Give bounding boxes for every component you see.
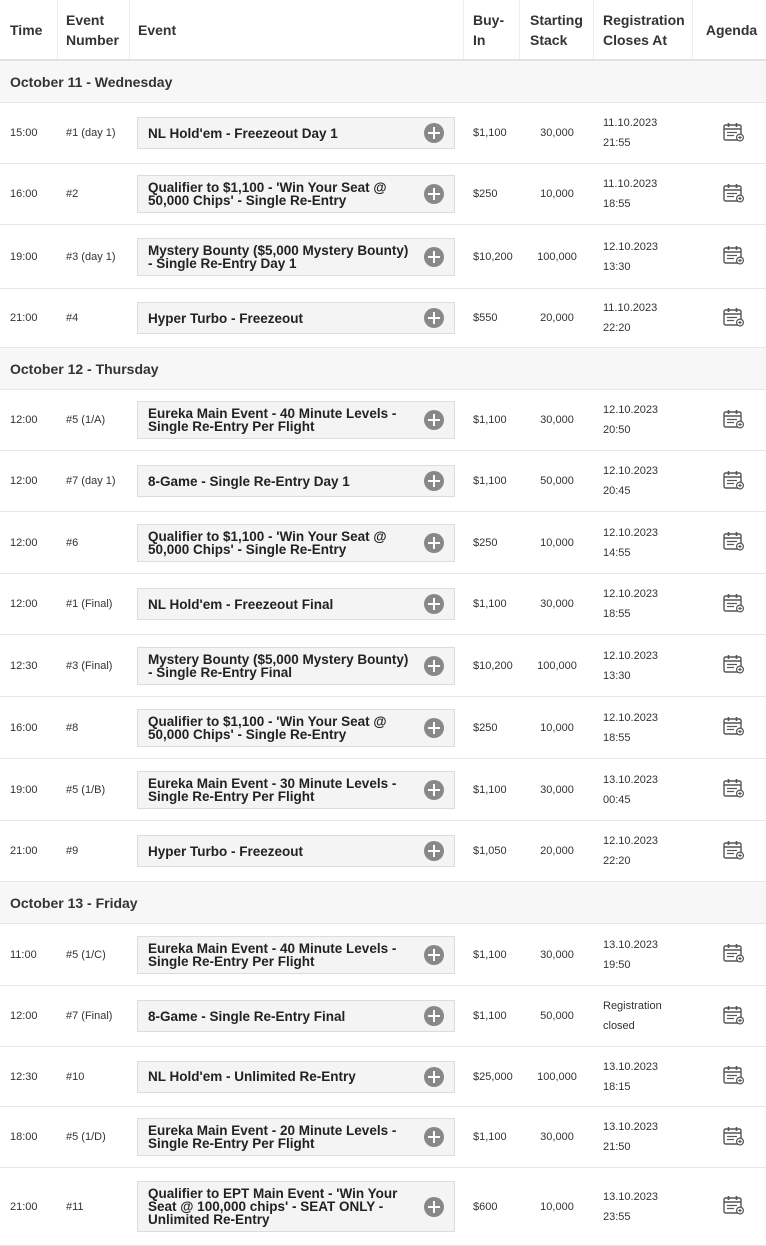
event-cell [130,1118,464,1156]
event-title: Qualifier to $1,100 - 'Win Your Seat @ 50,000 Chips' - Single Re-Entry [148,528,387,557]
event-cell [130,835,464,867]
agenda-cell [693,1126,766,1149]
event-number: #7 (Final) [66,1010,113,1022]
buy-in: $25,000 [473,1070,513,1083]
registration-closes [594,113,693,153]
table-row [0,924,766,986]
calendar-add-icon[interactable] [723,593,745,616]
event-cell [130,588,464,620]
event-time: 19:00 [10,250,38,263]
event-title: Eureka Main Event - 30 Minute Levels - Single Re-Entry Per Flight [148,775,397,804]
event-expand-box[interactable] [137,465,455,497]
registration-time: 22:20 [603,855,631,867]
header-event-number: Event Number [58,0,130,59]
event-time: 16:00 [10,188,38,200]
buy-in: $10,200 [473,659,513,672]
table-row [0,103,766,164]
registration-time: 20:45 [603,485,631,497]
event-title: Mystery Bounty ($5,000 Mystery Bounty) - Single Re-Entry Day 1 [148,242,409,271]
registration-time: 18:55 [603,608,631,620]
agenda-cell [693,183,766,206]
event-number: #5 (1/D) [66,1131,106,1143]
registration-closes [594,1117,693,1157]
event-expand-box[interactable] [137,175,455,213]
agenda-cell [693,593,766,616]
starting-stack: 30,000 [540,783,574,796]
calendar-add-icon[interactable] [723,122,745,145]
registration-time: 00:45 [603,793,631,806]
agenda-cell [693,307,766,330]
event-time: 12:00 [10,475,38,487]
event-number: #5 (1/C) [66,948,106,961]
table-row [0,164,766,225]
starting-stack: 10,000 [540,536,574,549]
event-expand-box[interactable] [137,302,455,334]
registration-time: 20:50 [603,424,631,436]
header-agenda: Agenda [705,22,758,38]
registration-date: 13.10.2023 [603,773,659,786]
agenda-cell [693,1195,766,1218]
event-number: #11 [66,1200,84,1213]
event-time: 12:00 [10,414,38,426]
buy-in: $1,100 [473,598,507,610]
event-expand-box[interactable] [137,401,455,439]
starting-stack: 10,000 [540,188,574,200]
registration-closes [594,237,693,277]
event-expand-box[interactable] [137,117,455,149]
table-row [0,451,766,512]
event-number: #10 [66,1070,85,1083]
table-row [0,574,766,635]
event-expand-box[interactable] [137,1181,455,1232]
registration-closes [594,461,693,501]
starting-stack: 20,000 [540,312,574,324]
agenda-cell [693,1005,766,1028]
registration-closes [594,584,693,624]
table-row [0,1168,766,1246]
agenda-cell [693,654,766,677]
registration-time: 21:50 [603,1141,631,1153]
registration-date: 12.10.2023 [603,404,659,416]
agenda-cell [693,840,766,863]
registration-time: 18:55 [603,731,631,744]
event-title: Eureka Main Event - 20 Minute Levels - Single Re-Entry Per Flight [148,1123,397,1151]
plus-circle-icon[interactable] [424,1127,444,1147]
agenda-cell [693,1065,766,1088]
event-expand-box[interactable] [137,835,455,867]
event-cell [130,401,464,439]
event-number: #7 (day 1) [66,475,116,487]
event-number: #4 [66,312,79,324]
event-time: 12:00 [10,1010,38,1022]
buy-in: $1,100 [473,475,507,487]
buy-in: $1,100 [473,1010,507,1022]
event-number: #1 (day 1) [66,127,116,139]
plus-circle-icon[interactable] [424,841,444,861]
registration-time: 21:55 [603,137,631,149]
registration-date: 12.10.2023 [603,240,659,253]
registration-closes [594,831,693,871]
plus-circle-icon[interactable] [424,780,444,800]
starting-stack: 20,000 [540,845,574,857]
starting-stack: 100,000 [537,250,577,263]
buy-in: $1,100 [473,1131,507,1143]
buy-in: $1,050 [473,845,507,857]
starting-stack: 10,000 [540,721,574,734]
day-header: October 11 - Wednesday [0,61,766,103]
registration-time: closed [603,1020,635,1032]
plus-circle-icon[interactable] [424,308,444,328]
plus-circle-icon[interactable] [424,594,444,614]
event-expand-box[interactable] [137,709,455,747]
registration-time: 13:30 [603,669,631,682]
event-cell [130,465,464,497]
registration-closes [594,298,693,338]
starting-stack: 30,000 [540,127,574,139]
event-expand-box[interactable] [137,936,455,974]
registration-date: 12.10.2023 [603,465,659,477]
registration-date: 12.10.2023 [603,711,659,724]
registration-date: 13.10.2023 [603,1190,659,1203]
registration-time: 22:20 [603,322,631,334]
event-cell [130,302,464,334]
starting-stack: 10,000 [540,1200,574,1213]
event-title: Hyper Turbo - Freezeout [148,843,304,859]
event-cell [130,238,464,276]
event-time: 16:00 [10,721,38,734]
event-number: #8 [66,721,79,734]
event-time: 12:30 [10,659,38,672]
registration-date: 12.10.2023 [603,649,659,662]
event-expand-box[interactable] [137,524,455,562]
event-number: #9 [66,845,79,857]
plus-circle-icon[interactable] [424,1067,444,1087]
registration-time: 19:50 [603,958,631,971]
agenda-cell [693,716,766,739]
event-expand-box[interactable] [137,1000,455,1032]
event-title: Eureka Main Event - 40 Minute Levels - Single Re-Entry Per Flight [148,406,397,434]
starting-stack: 100,000 [537,1070,577,1083]
event-number: #5 (1/B) [66,783,106,796]
event-cell [130,175,464,213]
plus-circle-icon[interactable] [424,656,444,676]
event-time: 12:30 [10,1070,38,1083]
table-row [0,821,766,882]
header-buy-in: Buy-In [464,0,520,59]
event-time: 11:00 [10,948,37,961]
registration-closes [594,400,693,440]
agenda-cell [693,409,766,432]
event-expand-box[interactable] [137,238,455,276]
event-cell [130,1000,464,1032]
header-time: Time [0,0,58,59]
event-title: 8-Game - Single Re-Entry Day 1 [148,473,350,489]
plus-circle-icon[interactable] [424,471,444,491]
agenda-cell [693,245,766,268]
registration-closes [594,935,693,975]
buy-in: $1,100 [473,948,507,961]
buy-in: $250 [473,721,498,734]
event-time: 15:00 [10,127,38,139]
event-title: NL Hold'em - Freezeout Day 1 [148,125,338,141]
event-time: 21:00 [10,845,38,857]
event-time: 19:00 [10,783,38,796]
plus-circle-icon[interactable] [424,410,444,430]
event-expand-box[interactable] [137,588,455,620]
event-cell [130,771,464,809]
registration-closes [594,1057,693,1097]
header-registration-closes: Registration Closes At [594,0,693,59]
agenda-cell [693,531,766,554]
plus-circle-icon[interactable] [424,123,444,143]
registration-date: 13.10.2023 [603,938,659,951]
calendar-add-icon[interactable] [723,531,745,554]
plus-circle-icon[interactable] [424,718,444,738]
calendar-add-icon[interactable] [723,1065,745,1088]
registration-closes [594,1187,693,1227]
calendar-add-icon[interactable] [723,716,745,739]
calendar-add-icon[interactable] [723,183,745,206]
event-cell [130,936,464,974]
table-row [0,225,766,289]
event-number: #6 [66,536,79,549]
buy-in: $550 [473,312,498,324]
registration-date: 13.10.2023 [603,1060,659,1073]
table-row [0,697,766,759]
calendar-add-icon[interactable] [723,245,745,268]
registration-date: 13.10.2023 [603,1121,659,1133]
buy-in: $1,100 [473,127,507,139]
event-number: #3 (Final) [66,659,113,672]
table-row [0,759,766,821]
calendar-add-icon[interactable] [723,778,745,801]
event-time: 21:00 [10,1200,38,1213]
buy-in: $1,100 [473,414,507,426]
registration-time: 23:55 [603,1210,631,1223]
buy-in: $250 [473,536,498,549]
event-expand-box[interactable] [137,1061,455,1093]
event-cell [130,524,464,562]
event-time: 12:00 [10,598,38,610]
header-starting-stack: Starting Stack [520,0,594,59]
event-cell [130,709,464,747]
agenda-cell [693,778,766,801]
event-expand-box[interactable] [137,771,455,809]
registration-date: 12.10.2023 [603,526,659,539]
event-number: #1 (Final) [66,598,113,610]
table-row [0,1107,766,1168]
agenda-cell [693,122,766,145]
event-expand-box[interactable] [137,1118,455,1156]
event-title: Qualifier to $1,100 - 'Win Your Seat @ 50,000 Chips' - Single Re-Entry [148,713,387,742]
agenda-cell [693,470,766,493]
agenda-cell [693,943,766,966]
calendar-add-icon[interactable] [723,1005,745,1028]
event-expand-box[interactable] [137,647,455,685]
event-time: 21:00 [10,312,38,324]
calendar-add-icon[interactable] [723,470,745,493]
registration-date: 11.10.2023 [603,178,658,190]
registration-closes [594,996,693,1036]
plus-circle-icon[interactable] [424,533,444,553]
calendar-add-icon[interactable] [723,943,745,966]
buy-in: $250 [473,188,498,200]
event-title: NL Hold'em - Freezeout Final [148,596,334,612]
event-title: 8-Game - Single Re-Entry Final [148,1008,346,1024]
day-header: October 13 - Friday [0,882,766,924]
table-row [0,635,766,697]
plus-circle-icon[interactable] [424,1197,444,1217]
plus-circle-icon[interactable] [424,1006,444,1026]
calendar-add-icon[interactable] [723,654,745,677]
table-row [0,512,766,574]
registration-closes [594,646,693,686]
starting-stack: 100,000 [537,659,577,672]
event-title: Eureka Main Event - 40 Minute Levels - Single Re-Entry Per Flight [148,940,397,969]
event-number: #5 (1/A) [66,414,106,426]
event-number: #3 (day 1) [66,250,116,263]
event-cell [130,647,464,685]
starting-stack: 30,000 [540,414,574,426]
table-row [0,289,766,348]
registration-time: 14:55 [603,546,631,559]
registration-date: Registration [603,1000,662,1012]
starting-stack: 30,000 [540,1131,574,1143]
calendar-add-icon[interactable] [723,840,745,863]
table-row [0,390,766,451]
buy-in: $1,100 [473,783,507,796]
starting-stack: 30,000 [540,948,574,961]
event-cell [130,117,464,149]
plus-circle-icon[interactable] [424,184,444,204]
table-row [0,986,766,1047]
table-body [0,61,766,1246]
registration-time: 18:55 [603,198,631,210]
day-header: October 12 - Thursday [0,348,766,390]
registration-closes [594,523,693,563]
event-time: 18:00 [10,1131,38,1143]
starting-stack: 50,000 [540,1010,574,1022]
event-title: NL Hold'em - Unlimited Re-Entry [148,1069,356,1084]
registration-time: 18:15 [603,1080,631,1093]
registration-date: 11.10.2023 [603,302,658,314]
table-header [0,0,766,61]
starting-stack: 30,000 [540,598,574,610]
calendar-add-icon[interactable] [723,1195,745,1218]
event-cell [130,1181,464,1232]
event-title: Mystery Bounty ($5,000 Mystery Bounty) - Single Re-Entry Final [148,651,409,680]
event-number: #2 [66,188,79,200]
event-cell [130,1061,464,1093]
plus-circle-icon[interactable] [424,247,444,267]
table-row [0,1047,766,1107]
calendar-add-icon[interactable] [723,1126,745,1149]
buy-in: $600 [473,1200,498,1213]
event-title: Hyper Turbo - Freezeout [148,310,304,326]
calendar-add-icon[interactable] [723,409,745,432]
registration-closes [594,174,693,214]
registration-time: 13:30 [603,260,631,273]
registration-closes [594,770,693,810]
calendar-add-icon[interactable] [723,307,745,330]
event-title: Qualifier to $1,100 - 'Win Your Seat @ 50,000 Chips' - Single Re-Entry [148,180,387,208]
registration-date: 12.10.2023 [603,835,659,847]
registration-closes [594,708,693,748]
plus-circle-icon[interactable] [424,945,444,965]
header-event: Event [130,0,464,59]
event-time: 12:00 [10,536,38,549]
event-title: Qualifier to EPT Main Event - 'Win Your Seat @ 100,000 chips' - SEAT ONLY - Unlimited Re-Entry [148,1186,398,1227]
buy-in: $10,200 [473,250,513,263]
starting-stack: 50,000 [540,475,574,487]
registration-date: 12.10.2023 [603,588,659,600]
registration-date: 11.10.2023 [603,117,658,129]
